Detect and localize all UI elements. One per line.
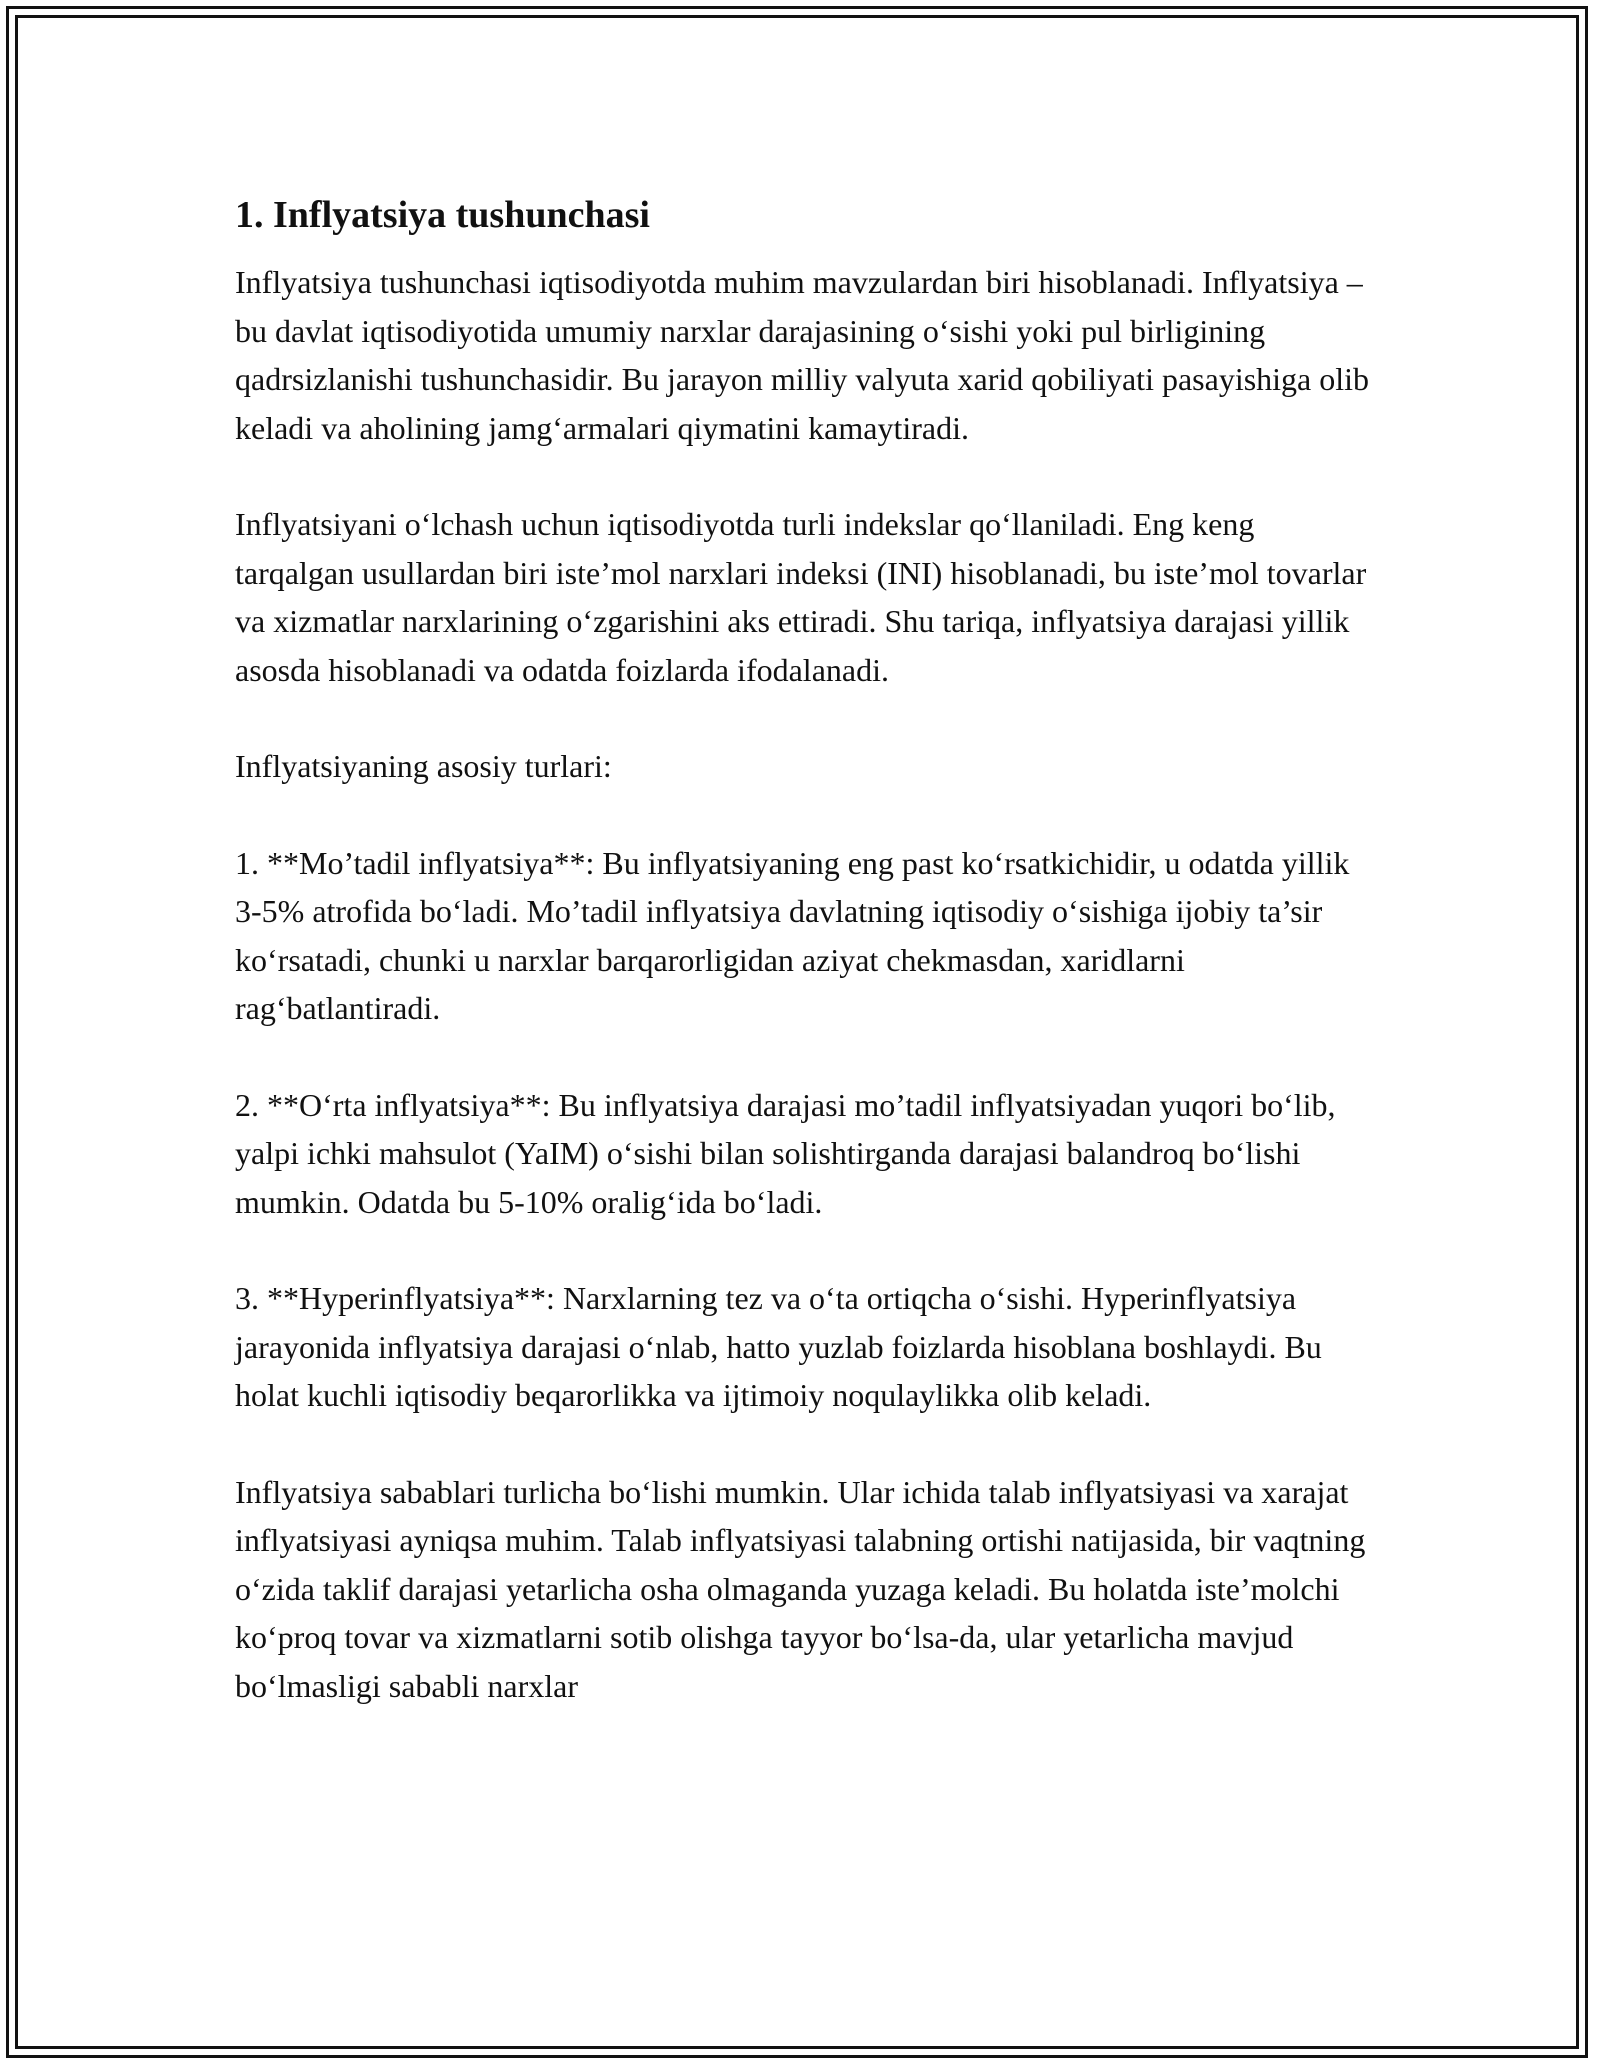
paragraph-type-hyper: 3. **Hyperinflyatsiya**: Narxlarning tez va o‘ta ortiqcha o‘sishi. Hyperinflyatsiya jarayonida inflyatsiya darajasi o‘nlab, hatto yuzlab foizlarda hisoblana boshlaydi. Bu holat kuchli iqtisodiy beqarorlikka va ijtimoiy noqulaylikka olib keladi.	[235, 1280, 1322, 1413]
paragraph-intro: Inflyatsiya tushunchasi iqtisodiyotda muhim mavzulardan biri hisoblanadi. Inflyatsiya – bu davlat iqtisodiyotida umumiy narxlar darajasining o‘sishi yoki pul birligining qadrsizlanishi tushunchasidir. Bu jarayon milliy valyuta xarid qobiliyati pasayishiga olib keladi va aholining jamg‘armalari qiymatini kamaytiradi.	[235, 264, 1370, 446]
section-heading: 1. Inflyatsiya tushunchasi	[235, 194, 650, 236]
paragraph-measurement: Inflyatsiyani o‘lchash uchun iqtisodiyotda turli indekslar qo‘llaniladi. Eng keng tarqalgan usullardan biri iste’mol narxlari indeksi (INI) hisoblanadi, bu iste’mol tovarlar va xizmatlar narxlarining o‘zgarishini aks ettiradi. Shu tariqa, inflyatsiya darajasi yillik asosda hisoblanadi va odatda foizlarda ifodalanadi.	[235, 506, 1367, 688]
document-body	[235, 190, 1375, 1758]
paragraph-type-moderate: 1. **Mo’tadil inflyatsiya**: Bu inflyatsiyaning eng past ko‘rsatkichidir, u odatda yillik 3-5% atrofida bo‘ladi. Mo’tadil inflyatsiya davlatning iqtisodiy o‘sishiga ijobiy ta’sir ko‘rsatadi, chunki u narxlar barqarorligidan aziyat chekmasdan, xaridlarni rag‘batlantiradi.	[235, 844, 1350, 1026]
paragraph-causes: Inflyatsiya sabablari turlicha bo‘lishi mumkin. Ular ichida talab inflyatsiyasi va xarajat inflyatsiyasi ayniqsa muhim. Talab inflyatsiyasi talabning ortishi natijasida, bir vaqtning o‘zida taklif darajasi yetarlicha osha olmaganda yuzaga keladi. Bu holatda iste’molchi ko‘proq tovar va xizmatlarni sotib olishga tayyor bo‘lsa-da, ular yetarlicha mavjud bo‘lmasligi sababli narxlar	[235, 1473, 1366, 1704]
paragraph-types-intro: Inflyatsiyaning asosiy turlari:	[235, 748, 612, 784]
paragraph-type-medium: 2. **O‘rta inflyatsiya**: Bu inflyatsiya darajasi mo’tadil inflyatsiyadan yuqori bo‘lib, yalpi ichki mahsulot (YaIM) o‘sishi bilan solishtirganda darajasi balandroq bo‘lishi mumkin. Odatda bu 5-10% oralig‘ida bo‘ladi.	[235, 1086, 1336, 1220]
